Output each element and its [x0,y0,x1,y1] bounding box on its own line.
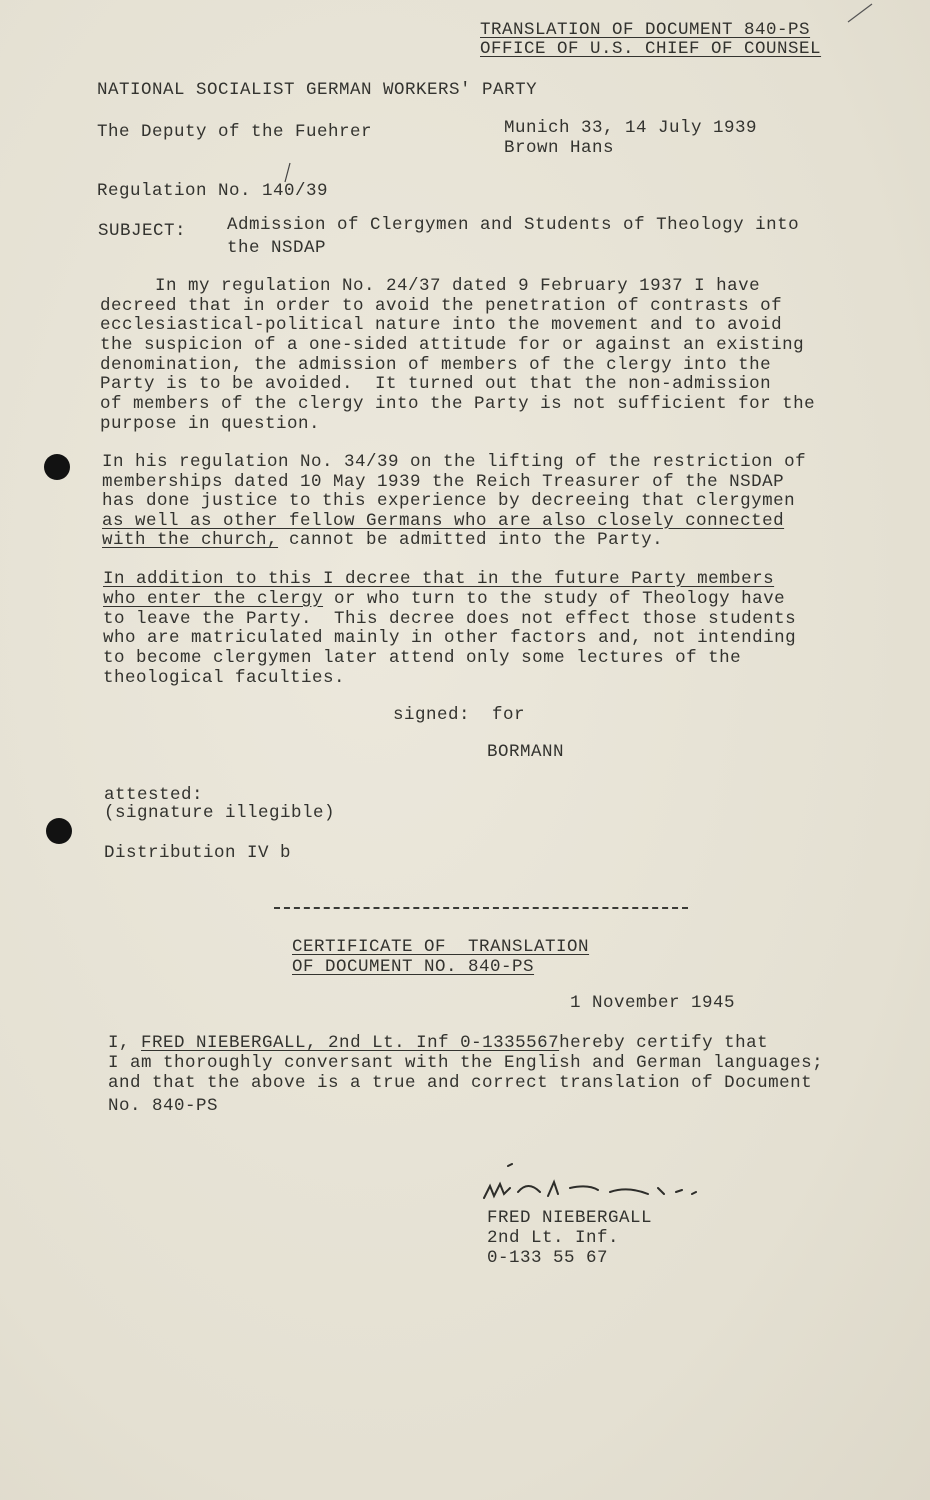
party-name: NATIONAL SOCIALIST GERMAN WORKERS' PARTY [97,80,538,100]
certificate-line: No. 840-PS [108,1096,219,1116]
subject-line-2: the NSDAP [227,238,327,258]
handwritten-signature-icon [478,1158,718,1208]
para2-line: In his regulation No. 34/39 on the lifting of the restriction of [102,452,807,472]
para2-line: has done justice to this experience by decreeing that clergymen [102,491,796,511]
para2-line-underlined: as well as other fellow Germans who are also closely connected [102,511,785,531]
para3-line-2-rest: or who turn to the study of Theology have [323,589,786,609]
translator-name-underlined: FRED NIEBERGALL, 2nd Lt. Inf 0-1335567 [141,1033,560,1053]
certificate-title-1: CERTIFICATE OF TRANSLATION [292,937,590,957]
para2-line: memberships dated 10 May 1939 the Reich Treasurer of the NSDAP [102,472,785,492]
signer-name: BORMANN [487,742,565,762]
para1-line: denomination, the admission of members of the clergy into the [100,355,772,375]
para2-line-5 [102,530,663,550]
corner-mark-icon [846,2,876,26]
para3-line: to become clergymen later attend only some lectures of the [103,648,742,668]
signature-rank: 2nd Lt. Inf. [487,1228,620,1248]
certificate-line: and that the above is a true and correct translation of Document [108,1073,813,1093]
punch-hole [46,818,72,844]
para3-line-2 [103,589,785,609]
certificate-title-2: OF DOCUMENT NO. 840-PS [292,957,535,977]
certificate-date: 1 November 1945 [570,993,736,1013]
handwritten-tick-icon [282,162,294,184]
para1-line: decreed that in order to avoid the penetration of contrasts of [100,296,783,316]
para1-line: of members of the clergy into the Party is not sufficient for the [100,394,816,414]
attested-signature: (signature illegible) [104,803,336,823]
header-line-1: TRANSLATION OF DOCUMENT 840-PS [480,20,811,40]
para3-line: who are matriculated mainly in other factors and, not intending [103,628,797,648]
attested-label: attested: [104,785,204,805]
para3-line: to leave the Party. This decree does not effect those students [103,609,797,629]
para1-line: Party is to be avoided. It turned out that the non-admission [100,374,772,394]
para2-underlined-phrase: with the church, [102,530,279,550]
distribution: Distribution IV b [104,843,292,863]
certificate-line-1-rest: hereby certify that [559,1033,769,1053]
subject-line-1: Admission of Clergymen and Students of Theology into [227,215,800,235]
building: Brown Hans [504,138,615,158]
subject-label: SUBJECT: [98,221,187,241]
para1-line: ecclesiastical-political nature into the movement and to avoid [100,315,783,335]
signature-name: FRED NIEBERGALL [487,1208,653,1228]
para1-line: the suspicion of a one-sided attitude for or against an existing [100,335,805,355]
certificate-line-1 [108,1033,768,1053]
signed-for: signed: for [393,705,526,725]
para3-underlined-phrase: who enter the clergy [103,589,324,609]
para3-line-underlined: In addition to this I decree that in the future Party members [103,569,775,589]
para1-line: purpose in question. [100,414,321,434]
certificate-i: I, [108,1033,131,1053]
place-date: Munich 33, 14 July 1939 [504,118,758,138]
header-line-2: OFFICE OF U.S. CHIEF OF COUNSEL [480,39,822,59]
regulation-number: Regulation No. 140/39 [97,181,329,201]
signature-serial: 0-133 55 67 [487,1248,609,1268]
sender: The Deputy of the Fuehrer [97,122,373,142]
punch-hole [44,454,70,480]
para3-line: theological faculties. [103,668,346,688]
para2-line-5-rest: cannot be admitted into the Party. [278,530,664,550]
certificate-line: I am thoroughly conversant with the English and German languages; [108,1053,824,1073]
para1-line: In my regulation No. 24/37 dated 9 February 1937 I have [100,276,761,296]
dashed-divider [274,907,688,909]
